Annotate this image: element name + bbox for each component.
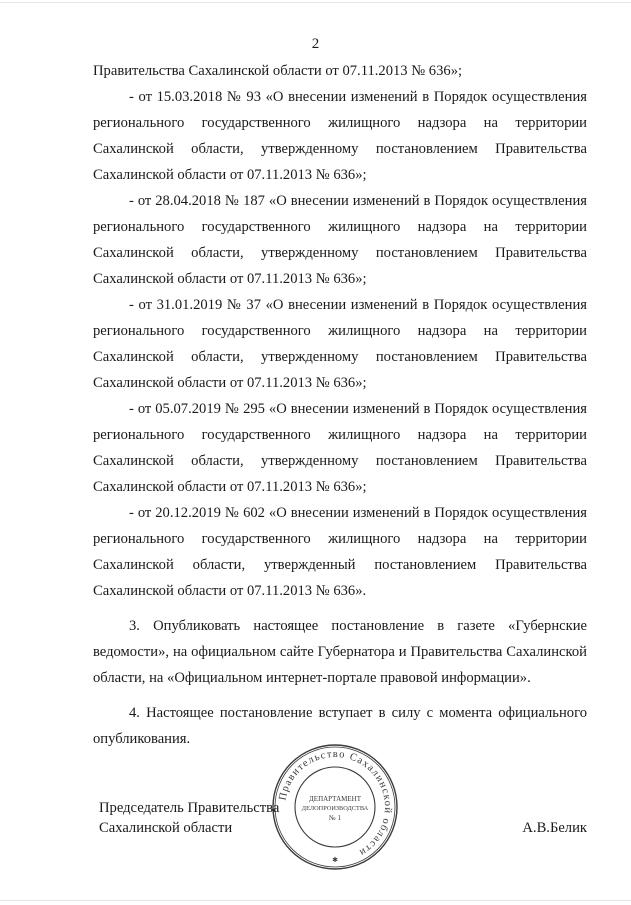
seal-center-line-1: ДЕПАРТАМЕНТ <box>309 795 361 803</box>
seal-center-line-3: № 1 <box>329 814 341 822</box>
document-body <box>93 58 587 752</box>
page-number: 2 <box>311 36 320 52</box>
seal-center-line-2: ДЕЛОПРОИЗВОДСТВА <box>301 805 369 812</box>
list-item-amendment-2: - от 28.04.2018 № 187 «О внесении изменений в Порядок осуществления регионального государственного жилищного надзора на территории Сахалинской области, утвержденному постановлением Правительства Сахалинской области от 07.11.2013 № 636»; <box>93 193 587 287</box>
list-item-amendment-4: - от 05.07.2019 № 295 «О внесении изменений в Порядок осуществления регионального государственного жилищного надзора на территории Сахалинской области, утвержденному постановлением Правительства Сахалинской области от 07.11.2013 № 636»; <box>93 401 587 495</box>
clause-3: 3. Опубликовать настоящее постановление в газете «Губернские ведомости», на официальном сайте Губернатора и Правительства Сахалинской области, на «Официальном интернет-портале правовой информации». <box>93 618 587 686</box>
signatory-title: Председатель Правительства Сахалинской области <box>99 800 280 836</box>
list-item-amendment-3: - от 31.01.2019 № 37 «О внесении изменений в Порядок осуществления регионального государственного жилищного надзора на территории Сахалинской области, утвержденному постановлением Правительства Сахалинской области от 07.11.2013 № 636»; <box>93 297 587 391</box>
official-seal <box>270 742 400 872</box>
list-item-amendment-5: - от 20.12.2019 № 602 «О внесении изменений в Порядок осуществления регионального государственного жилищного надзора на территории Сахалинской области, утвержденный постановлением Правительства Сахалинской области от 07.11.2013 № 636». <box>93 505 587 599</box>
scan-edge-bottom <box>0 900 631 901</box>
signatory-name: А.В.Белик <box>522 820 587 836</box>
list-item-amendment-1: - от 15.03.2018 № 93 «О внесении изменений в Порядок осуществления регионального государственного жилищного надзора на территории Сахалинской области, утвержденному постановлением Правительства Сахалинской области от 07.11.2013 № 636»; <box>93 89 587 183</box>
seal-ring-text: Правительство Сахалинской области <box>277 748 394 859</box>
seal-graphic <box>270 742 400 872</box>
paragraph-continuation: Правительства Сахалинской области от 07.11.2013 № 636»; <box>93 63 463 79</box>
seal-star-icon: ✱ <box>332 856 338 864</box>
clause-4: 4. Настоящее постановление вступает в силу с момента официального опубликования. <box>93 705 587 747</box>
scan-edge-top <box>0 2 631 3</box>
